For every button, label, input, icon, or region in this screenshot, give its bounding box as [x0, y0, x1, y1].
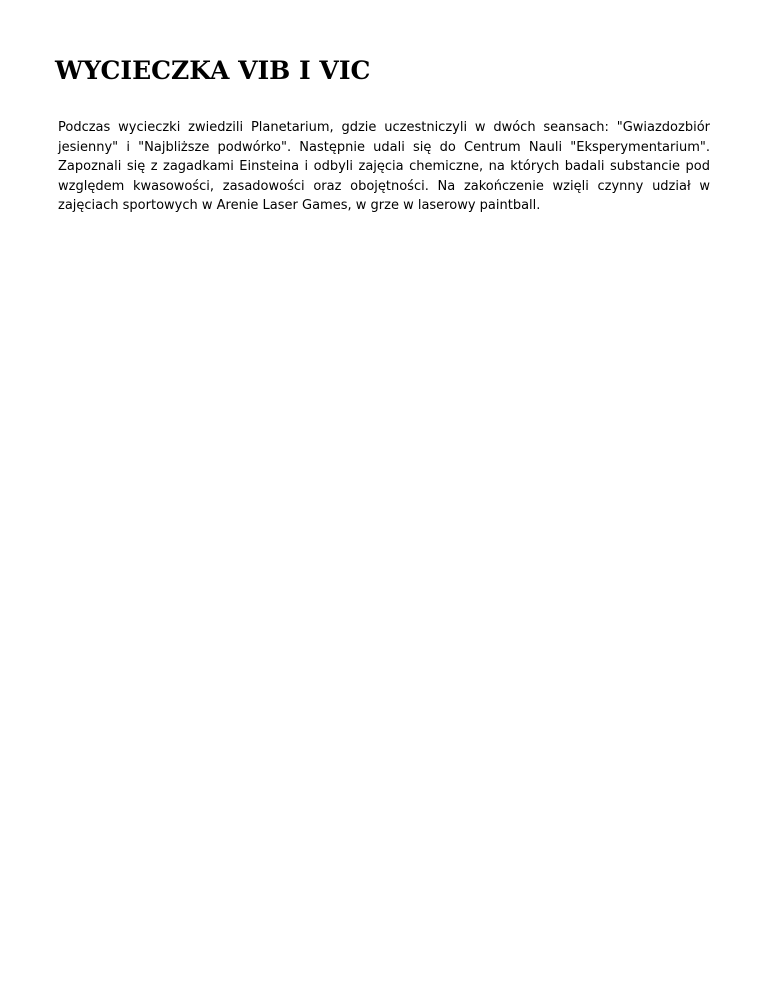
document-paragraph: Podczas wycieczki zwiedzili Planetarium, gdzie uczestniczyli w dwóch seansach: "Gwiazdozbiór jesienny" i "Najbliższe podwórko". Następnie udali się do Centrum Nauli "Eksperymentarium". Zapoznali się z zagadkami Einsteina i odbyli zajęcia chemiczne, na których badali substancie pod względem kwasowości, zasadowości oraz obojętności. Na zakończenie wzięli czynny udział w zajęciach sportowych w Arenie Laser Games, w grze w laserowy paintball.	[58, 120, 710, 213]
document-title: WYCIECZKA VIB I VIC	[55, 56, 371, 85]
